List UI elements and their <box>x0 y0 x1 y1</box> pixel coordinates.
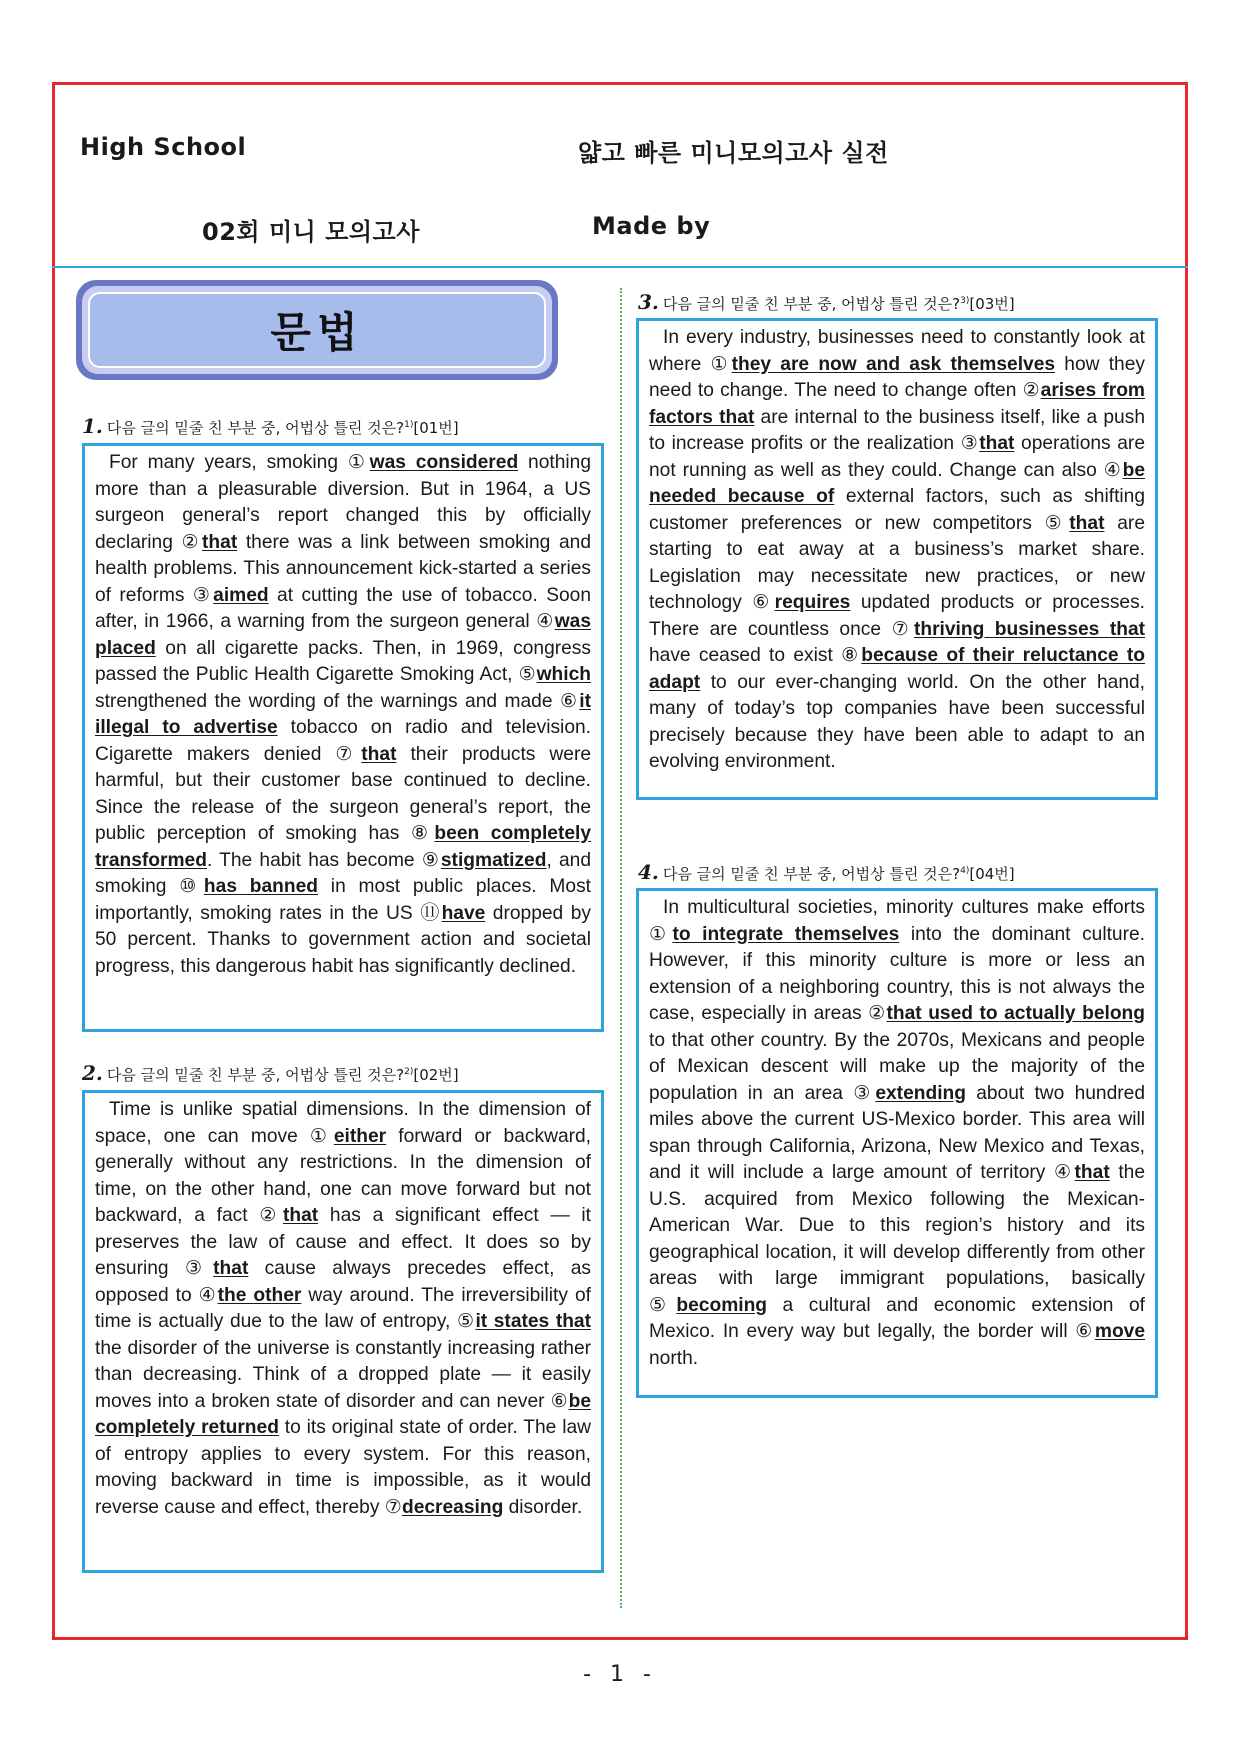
passage-text: north. <box>649 1347 699 1369</box>
choice-marker: ① <box>649 923 673 945</box>
passage-text: in most public places. Most importantly, smoking rates in the US <box>95 876 592 924</box>
underlined-choice: it states that <box>475 1311 591 1332</box>
footnote-ref: 4) <box>960 866 970 876</box>
underlined-choice: that <box>213 1258 249 1279</box>
question-2-label <box>82 1061 459 1085</box>
passage-text: external factors, such as shifting customer preferences or new competitors <box>649 486 1146 534</box>
made-by-label: Made by <box>592 212 711 240</box>
choice-marker: ③ <box>960 433 980 454</box>
round-title: 02회 미니 모의고사 <box>202 218 420 246</box>
question-number: 2. <box>82 1061 103 1085</box>
underlined-choice: move <box>1094 1321 1146 1342</box>
passage-text: a cultural and economic extension of Mexico. In every way but legally, the border will <box>649 1294 1146 1342</box>
choice-marker: ② <box>1022 380 1041 401</box>
question-1-passage <box>82 443 604 1032</box>
question-source: [01번] <box>413 419 459 437</box>
choice-marker: ① <box>309 1125 334 1147</box>
choice-marker: ④ <box>1054 1162 1075 1183</box>
passage-text: Time is unlike spatial dimensions. In the dimension of space, one can move <box>95 1099 591 1147</box>
underlined-choice: aimed <box>213 584 269 606</box>
passage-text: In every industry, businesses need to constantly look at where <box>649 327 1145 375</box>
choice-marker: ② <box>181 531 203 553</box>
question-prompt: 다음 글의 밑줄 친 부분 중, 어법상 틀린 것은? <box>662 295 961 313</box>
passage-text: to its original state of order. The law of entropy applies to every system. For this reason, moving backward in time is impossible, as it would reverse cause and effect, thereby <box>95 1417 591 1518</box>
page-number: - 1 - <box>583 1662 657 1687</box>
passage-text: strengthened the wording of the warnings and made <box>95 690 560 712</box>
underlined-choice: becoming <box>676 1294 768 1316</box>
underlined-choice: extending <box>875 1082 966 1104</box>
underlined-choice: decreasing <box>401 1496 504 1518</box>
question-prompt: 다음 글의 밑줄 친 부분 중, 어법상 틀린 것은? <box>106 419 405 437</box>
choice-marker: ⑥ <box>752 592 775 613</box>
choice-marker: ⑤ <box>1044 512 1070 534</box>
choice-marker: ③ <box>192 584 214 606</box>
header-divider <box>52 266 1188 268</box>
choice-marker: ② <box>868 1003 887 1024</box>
passage-text: dropped by 50 percent. Thanks to government action and societal progress, this dangerous habit has significantly declined. <box>95 902 592 977</box>
underlined-choice: they are now and ask themselves <box>731 353 1056 375</box>
underlined-choice: be completely returned <box>95 1390 591 1438</box>
underlined-choice: to integrate themselves <box>672 923 900 945</box>
school-label: High School <box>80 133 247 161</box>
underlined-choice: be needed because of <box>649 459 1146 507</box>
passage-text: tobacco on radio and television. Cigarette makers denied <box>95 717 591 765</box>
choice-marker: ⑧ <box>841 645 862 666</box>
choice-marker: ⑥ <box>1075 1321 1095 1342</box>
underlined-choice: has banned <box>203 876 319 897</box>
underlined-choice: was placed <box>95 611 591 659</box>
choice-marker: ⑧ <box>410 823 435 844</box>
underlined-choice: thriving businesses that <box>913 618 1146 640</box>
passage-text: For many years, smoking <box>109 452 348 473</box>
underlined-choice: have <box>441 902 486 924</box>
passage-text: on all cigarette packs. Then, in 1969, congress passed the Public Health Cigarette Smoking Act, <box>95 637 591 685</box>
question-source: [02번] <box>413 1066 459 1084</box>
passage-text: way around. The irreversibility of time is actually due to the law of entropy, <box>95 1284 591 1332</box>
passage-text: has a significant effect — it preserves the law of cause and effect. It does so by ensuring <box>95 1205 592 1279</box>
underlined-choice: it illegal to advertise <box>95 690 591 738</box>
question-number: 1. <box>82 414 103 438</box>
question-2-passage <box>82 1090 604 1573</box>
question-prompt: 다음 글의 밑줄 친 부분 중, 어법상 틀린 것은? <box>106 1066 405 1084</box>
choice-marker: ⑥ <box>550 1390 569 1412</box>
choice-marker: ⑤ <box>518 664 537 685</box>
question-3-passage <box>636 318 1158 800</box>
choice-marker: ④ <box>198 1284 218 1306</box>
choice-marker: ① <box>710 353 732 375</box>
underlined-choice: that used to actually belong <box>886 1003 1145 1024</box>
passage-text: forward or backward, generally without any restrictions. In the dimension of time, on the other hand, one can move forward but not backward, a fact <box>95 1125 592 1226</box>
passage-text: about two hundred miles above the current US-Mexico border. This area will span through California, Arizona, New Mexico and Texas, and it will include a large amount of territory <box>649 1082 1145 1183</box>
choice-marker: ③ <box>184 1258 214 1279</box>
underlined-choice: requires <box>774 592 851 613</box>
underlined-choice: because of their reluctance to adapt <box>649 645 1146 693</box>
question-source: [03번] <box>969 295 1015 313</box>
question-source: [04번] <box>969 865 1015 883</box>
choice-marker: ⑤ <box>456 1311 476 1332</box>
passage-text: disorder. <box>503 1496 583 1518</box>
choice-marker: ⑦ <box>891 618 914 640</box>
underlined-choice: either <box>333 1125 387 1147</box>
choice-marker: ④ <box>1103 459 1123 481</box>
passage-text: nothing more than a pleasurable diversion. But in 1964, a US surgeon general’s report changed this by officially declaring <box>95 452 591 553</box>
passage-text: to our ever-changing world. On the other hand, many of today’s top companies have been successful precisely because they have been able to adapt to an evolving environment. <box>649 671 1145 772</box>
passage-text: operations are not running as well as they could. Change can also <box>649 433 1145 481</box>
section-title-banner <box>76 280 558 380</box>
choice-marker: ⑩ <box>179 876 204 897</box>
choice-marker: ⑥ <box>559 690 580 712</box>
choice-marker: ③ <box>853 1082 876 1104</box>
question-4-passage <box>636 888 1158 1398</box>
choice-marker: ② <box>259 1205 283 1226</box>
question-number: 4. <box>638 860 659 884</box>
passage-text: have ceased to exist <box>649 645 842 666</box>
underlined-choice: that <box>282 1205 319 1226</box>
section-title: 문법 <box>88 292 546 368</box>
section-title-frame <box>82 286 552 374</box>
passage-text: there was a link between smoking and health problems. This announcement kick-started a series of reforms <box>95 531 592 606</box>
passage-text: their products were harmful, but their customer base continued to decline. Since the release of the surgeon general’s report, the public perception of smoking has <box>95 743 592 844</box>
passage-text: the disorder of the universe is constantly increasing rather than decreasing. Think of a dropped plate — it easily moves into a broken state of disorder and can never <box>95 1337 591 1412</box>
passage-text: . The habit has become <box>206 849 422 871</box>
footnote-ref: 1) <box>404 420 414 430</box>
choice-marker: ⑦ <box>384 1496 402 1518</box>
column-divider <box>620 288 622 1608</box>
choice-marker: ⑨ <box>421 849 441 871</box>
passage-text: into the dominant culture. However, if this minority culture is more or less an extension of a neighboring country, this is not always the case, especially in areas <box>649 923 1145 1024</box>
question-1-label <box>82 414 459 438</box>
question-3-label <box>638 290 1015 314</box>
passage-text: the U.S. acquired from Mexico following the Mexican-American War. Due to this region’s history and its geographical location, it will develop differently from other areas with large immigrant populations, basically <box>649 1162 1145 1289</box>
question-number: 3. <box>638 290 659 314</box>
underlined-choice: that <box>1074 1162 1110 1183</box>
underlined-choice: which <box>536 664 591 685</box>
choice-marker: ① <box>347 452 370 473</box>
passage-text: are starting to eat away at a business’s market share. Legislation may necessitate new practices, or new technology <box>649 512 1145 613</box>
passage-text: at cutting the use of tobacco. Soon after, in 1966, a warning from the surgeon general <box>95 584 592 632</box>
series-title: 얇고 빠른 미니모의고사 실전 <box>578 139 889 167</box>
underlined-choice: that <box>979 433 1015 454</box>
underlined-choice: was considered <box>369 452 519 473</box>
underlined-choice: the other <box>217 1284 302 1306</box>
underlined-choice: arises from factors that <box>649 380 1145 428</box>
underlined-choice: that <box>1069 512 1105 534</box>
footnote-ref: 2) <box>404 1067 414 1077</box>
passage-text: how they need to change. The need to change often <box>649 353 1145 401</box>
passage-text: are internal to the business itself, like a push to increase profits or the realization <box>649 406 1145 454</box>
choice-marker: ⑦ <box>335 743 362 765</box>
passage-text: to that other country. By the 2070s, Mexicans and people of Mexican descent will make up the majority of the population in an area <box>649 1029 1145 1104</box>
underlined-choice: that <box>361 743 397 765</box>
passage-text: updated products or processes. There are countless once <box>649 592 1146 640</box>
underlined-choice: that <box>202 531 238 553</box>
choice-marker: ⑪ <box>420 902 442 924</box>
choice-marker: ⑤ <box>649 1294 677 1316</box>
question-prompt: 다음 글의 밑줄 친 부분 중, 어법상 틀린 것은? <box>662 865 961 883</box>
passage-text: , and smoking <box>95 849 591 897</box>
passage-text: In multicultural societies, minority cultures make efforts <box>663 897 1145 918</box>
underlined-choice: been completely transformed <box>95 823 592 871</box>
question-4-label <box>638 860 1015 884</box>
footnote-ref: 3) <box>960 296 970 306</box>
choice-marker: ④ <box>536 611 555 632</box>
passage-text: cause always precedes effect, as opposed to <box>95 1258 592 1306</box>
underlined-choice: stigmatized <box>440 849 547 871</box>
